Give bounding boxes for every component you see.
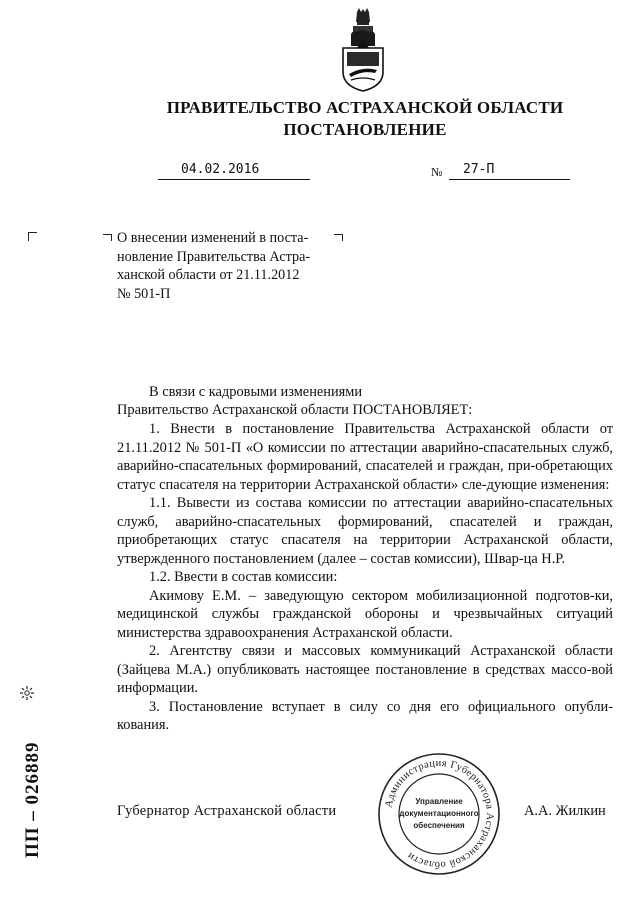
stamp-center-line: обеспечения (413, 821, 465, 830)
intro-line-2: Правительство Астраханской области ПОСТАНОВЛЯЕТ: (117, 402, 473, 418)
document-number: 27-П (463, 162, 495, 177)
paragraph-2: 2. Агентству связи и массовых коммуникаций Астраханской области (Зайцева М.А.) опубликовать настоящее постановление в средствах массо-вой информации. (117, 643, 613, 696)
org-title: ПРАВИТЕЛЬСТВО АСТРАХАНСКОЙ ОБЛАСТИ (166, 98, 564, 117)
subject-line: ханской области от 21.11.2012 (117, 267, 300, 283)
signatory-position: Губернатор Астраханской области (117, 803, 337, 819)
date-underline (158, 179, 310, 180)
paragraph-1: 1. Внести в постановление Правительства Астраханской области от 21.11.2012 № 501-П «О комиссии по аттестации аварийно-спасательных служб, аварийно-спасательных формирований, спасателей и граждан, при-обретающих статус спасателя на территории Астраханской области» сле-дующие изменения: (117, 421, 613, 493)
margin-star-mark (20, 686, 34, 700)
paragraph-1-1: 1.1. Вывести из состава комиссии по аттестации аварийно-спасательных служб, аварийно-спасательных формирований, спасателей и граждан, приобретающих статус спасателя на территории Астраханской области, утвержденного постановлением (далее – состав комиссии), Швар-ца Н.Р. (117, 495, 613, 567)
subject-line: новление Правительства Астра- (117, 248, 311, 265)
intro-line-1: В связи с кадровыми изменениями (149, 384, 363, 400)
subject-line: № 501-П (117, 285, 171, 302)
stamp-center-line: документационного (399, 809, 479, 818)
official-stamp (377, 752, 501, 876)
signatory-name: А.А. Жилкин (524, 803, 606, 819)
left-corner-mark (28, 232, 37, 241)
margin-registration-code: ПП – 026889 (22, 741, 43, 858)
resolution-body (117, 420, 613, 735)
coat-of-arms-emblem (339, 8, 387, 92)
number-underline (449, 179, 570, 180)
paragraph-3: 3. Постановление вступает в силу со дня его официального опубли-кования. (117, 698, 613, 733)
stamp-ring-text: Администрация Губернатора Астраханской области (383, 757, 496, 871)
subject-line: О внесении изменений в поста- (117, 230, 309, 246)
stamp-center-line: Управление (415, 797, 463, 806)
subject-corner-left (103, 234, 112, 241)
paragraph-1-2: 1.2. Ввести в состав комиссии: (149, 569, 338, 585)
document-date: 04.02.2016 (181, 162, 260, 177)
number-sign: № (431, 165, 443, 179)
paragraph-1-2-text: Акимову Е.М. – заведующую сектором мобилизационной подготов-ки, медицинской службы гражданской обороны и чрезвычайных ситуаций министерства здравоохранения Астраханской области. (117, 587, 613, 641)
document-subject (117, 229, 341, 303)
doc-type-title: ПОСТАНОВЛЕНИЕ (283, 120, 447, 139)
